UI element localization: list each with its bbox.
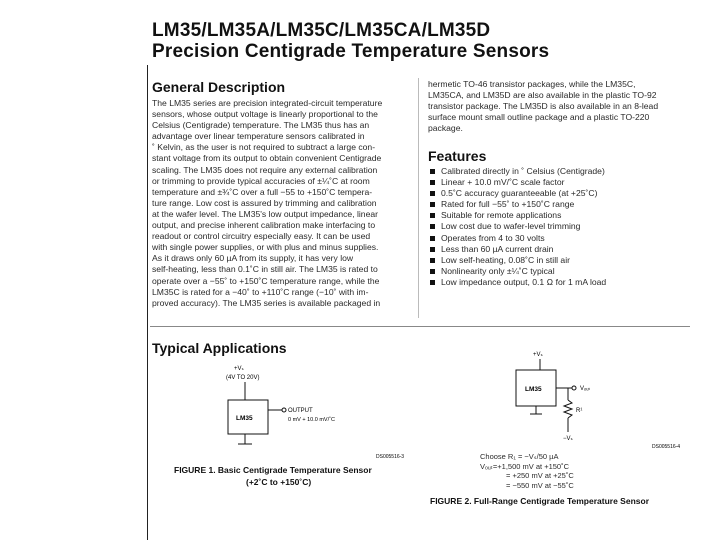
feature-item: Linear + 10.0 mV/˚C scale factor	[430, 177, 606, 188]
text-line: or trimming to provide typical accuracies of ±¼˚C at room	[152, 175, 370, 186]
text-line: with single power supplies, or with plus and minus supplies.	[152, 242, 379, 253]
text-line: ture range. Low cost is assured by trimming and calibration	[152, 197, 377, 208]
figure2-caption: FIGURE 2. Full-Range Centigrade Temperature Sensor	[430, 496, 649, 506]
bullet-icon	[430, 191, 435, 196]
fig1-output-value: 0 mV + 10.0 mV/˚C	[288, 417, 335, 423]
column-divider	[418, 78, 419, 318]
feature-item: Nonlinearity only ±¼˚C typical	[430, 266, 606, 277]
text-line: stant voltage from its output to obtain convenient Centigrade	[152, 153, 382, 164]
datasheet-title: LM35/LM35A/LM35C/LM35CA/LM35D	[152, 20, 491, 41]
fig2-r1-label: R¹	[576, 408, 583, 414]
text-line: package.	[428, 123, 463, 134]
text-line: scaling. The LM35 does not require any external calibration	[152, 164, 378, 175]
bullet-icon	[430, 180, 435, 185]
equation-line: = −550 mV at −55˚C	[506, 480, 574, 490]
fig1-chip-label: LM35	[236, 415, 253, 422]
text-line: readout or control circuitry especially easy. It can be used	[152, 231, 371, 242]
equation-line: Vₒᵤₜ=+1,500 mV at +150˚C	[480, 461, 570, 471]
text-line: LM35CA, and LM35D are also available in the plastic TO-92	[428, 90, 657, 101]
features-list	[430, 166, 606, 288]
datasheet-subtitle: Precision Centigrade Temperature Sensors	[152, 41, 550, 62]
bullet-icon	[430, 213, 435, 218]
description-continued	[428, 79, 698, 134]
text-line: transistor package. The LM35D is also available in an 8-lead	[428, 101, 659, 112]
fig2-output-terminal	[572, 386, 576, 390]
text-line: Celsius (Centigrade) temperature. The LM35 thus has an	[152, 120, 370, 131]
general-description-heading: General Description	[152, 79, 286, 95]
fig1-output-terminal	[282, 408, 286, 412]
figure1-schematic	[200, 362, 420, 462]
text-line: output, and precise inherent calibration make interfacing to	[152, 220, 376, 231]
text-line: self-heating, less than 0.1˚C in still air. The LM35 is rated to	[152, 264, 378, 275]
feature-item: Less than 60 µA current drain	[430, 244, 606, 255]
fig2-ds-code: DS005516-4	[652, 444, 681, 450]
text-line: The LM35 series are precision integrated-circuit temperature	[152, 98, 383, 108]
fig1-vs-label: +Vₛ	[234, 366, 244, 372]
left-vertical-rule	[147, 65, 148, 540]
text-line: temperature and ±¾˚C over a full −55 to +150˚C tempera-	[152, 186, 373, 197]
bullet-icon	[430, 224, 435, 229]
text-line: sensors, whose output voltage is linearly proportional to the	[152, 109, 378, 120]
bullet-icon	[430, 236, 435, 241]
bullet-icon	[430, 269, 435, 274]
text-line: operate over a −55˚ to +150˚C temperature range, while the	[152, 275, 380, 286]
feature-item: Rated for full −55˚ to +150˚C range	[430, 199, 606, 210]
text-line: proved accuracy). The LM35 series is available packaged in	[152, 297, 381, 308]
choose-r1-line: Choose R₁ = −Vₛ/50 µA	[480, 452, 559, 461]
text-line: hermetic TO-46 transistor packages, while the LM35C,	[428, 79, 636, 89]
feature-item: Low cost due to wafer-level trimming	[430, 221, 606, 232]
bullet-icon	[430, 247, 435, 252]
fig1-vs-range: (4V TO 20V)	[226, 375, 260, 381]
text-line: LM35C is rated for a −40˚ to +110˚C range (−10˚ with im-	[152, 286, 369, 297]
feature-item: Low self-heating, 0.08˚C in still air	[430, 255, 606, 266]
fig2-chip-label: LM35	[525, 386, 542, 393]
feature-item: 0.5˚C accuracy guaranteeable (at +25˚C)	[430, 188, 606, 199]
feature-item: Calibrated directly in ˚ Celsius (Centigrade)	[430, 166, 606, 177]
bullet-icon	[430, 202, 435, 207]
text-line: at the wafer level. The LM35's low output impedance, linear	[152, 208, 379, 219]
typical-applications-heading: Typical Applications	[152, 340, 287, 356]
text-line: advantage over linear temperature sensors calibrated in	[152, 131, 365, 142]
text-line: As it draws only 60 µA from its supply, it has very low	[152, 253, 354, 264]
bullet-icon	[430, 169, 435, 174]
fig2-resistor-icon	[564, 400, 572, 418]
text-line: surface mount small outline package and a plastic TO-220	[428, 112, 650, 123]
bullet-icon	[430, 280, 435, 285]
figure1-caption: FIGURE 1. Basic Centigrade Temperature Sensor	[174, 465, 372, 475]
figure2-equations	[480, 452, 574, 490]
feature-item: Operates from 4 to 30 volts	[430, 233, 606, 244]
figure2-schematic	[500, 348, 700, 452]
bullet-icon	[430, 258, 435, 263]
section-divider	[150, 326, 690, 327]
features-heading: Features	[428, 148, 487, 164]
fig2-neg-vs-label: −Vₛ	[563, 436, 573, 442]
general-description-text	[152, 98, 418, 309]
feature-item: Suitable for remote applications	[430, 210, 606, 221]
fig2-vs-label: +Vₛ	[533, 352, 543, 358]
fig1-output-label: OUTPUT	[288, 408, 313, 414]
text-line: ˚ Kelvin, as the user is not required to subtract a large con-	[152, 142, 376, 153]
equation-line: = +250 mV at +25˚C	[506, 471, 574, 480]
fig1-ds-code: DS005516-3	[376, 454, 405, 460]
feature-item: Low impedance output, 0.1 Ω for 1 mA load	[430, 277, 606, 288]
fig2-vout-label: Vₒᵤₜ	[580, 386, 591, 392]
figure1-caption-range: (+2˚C to +150˚C)	[246, 477, 312, 487]
